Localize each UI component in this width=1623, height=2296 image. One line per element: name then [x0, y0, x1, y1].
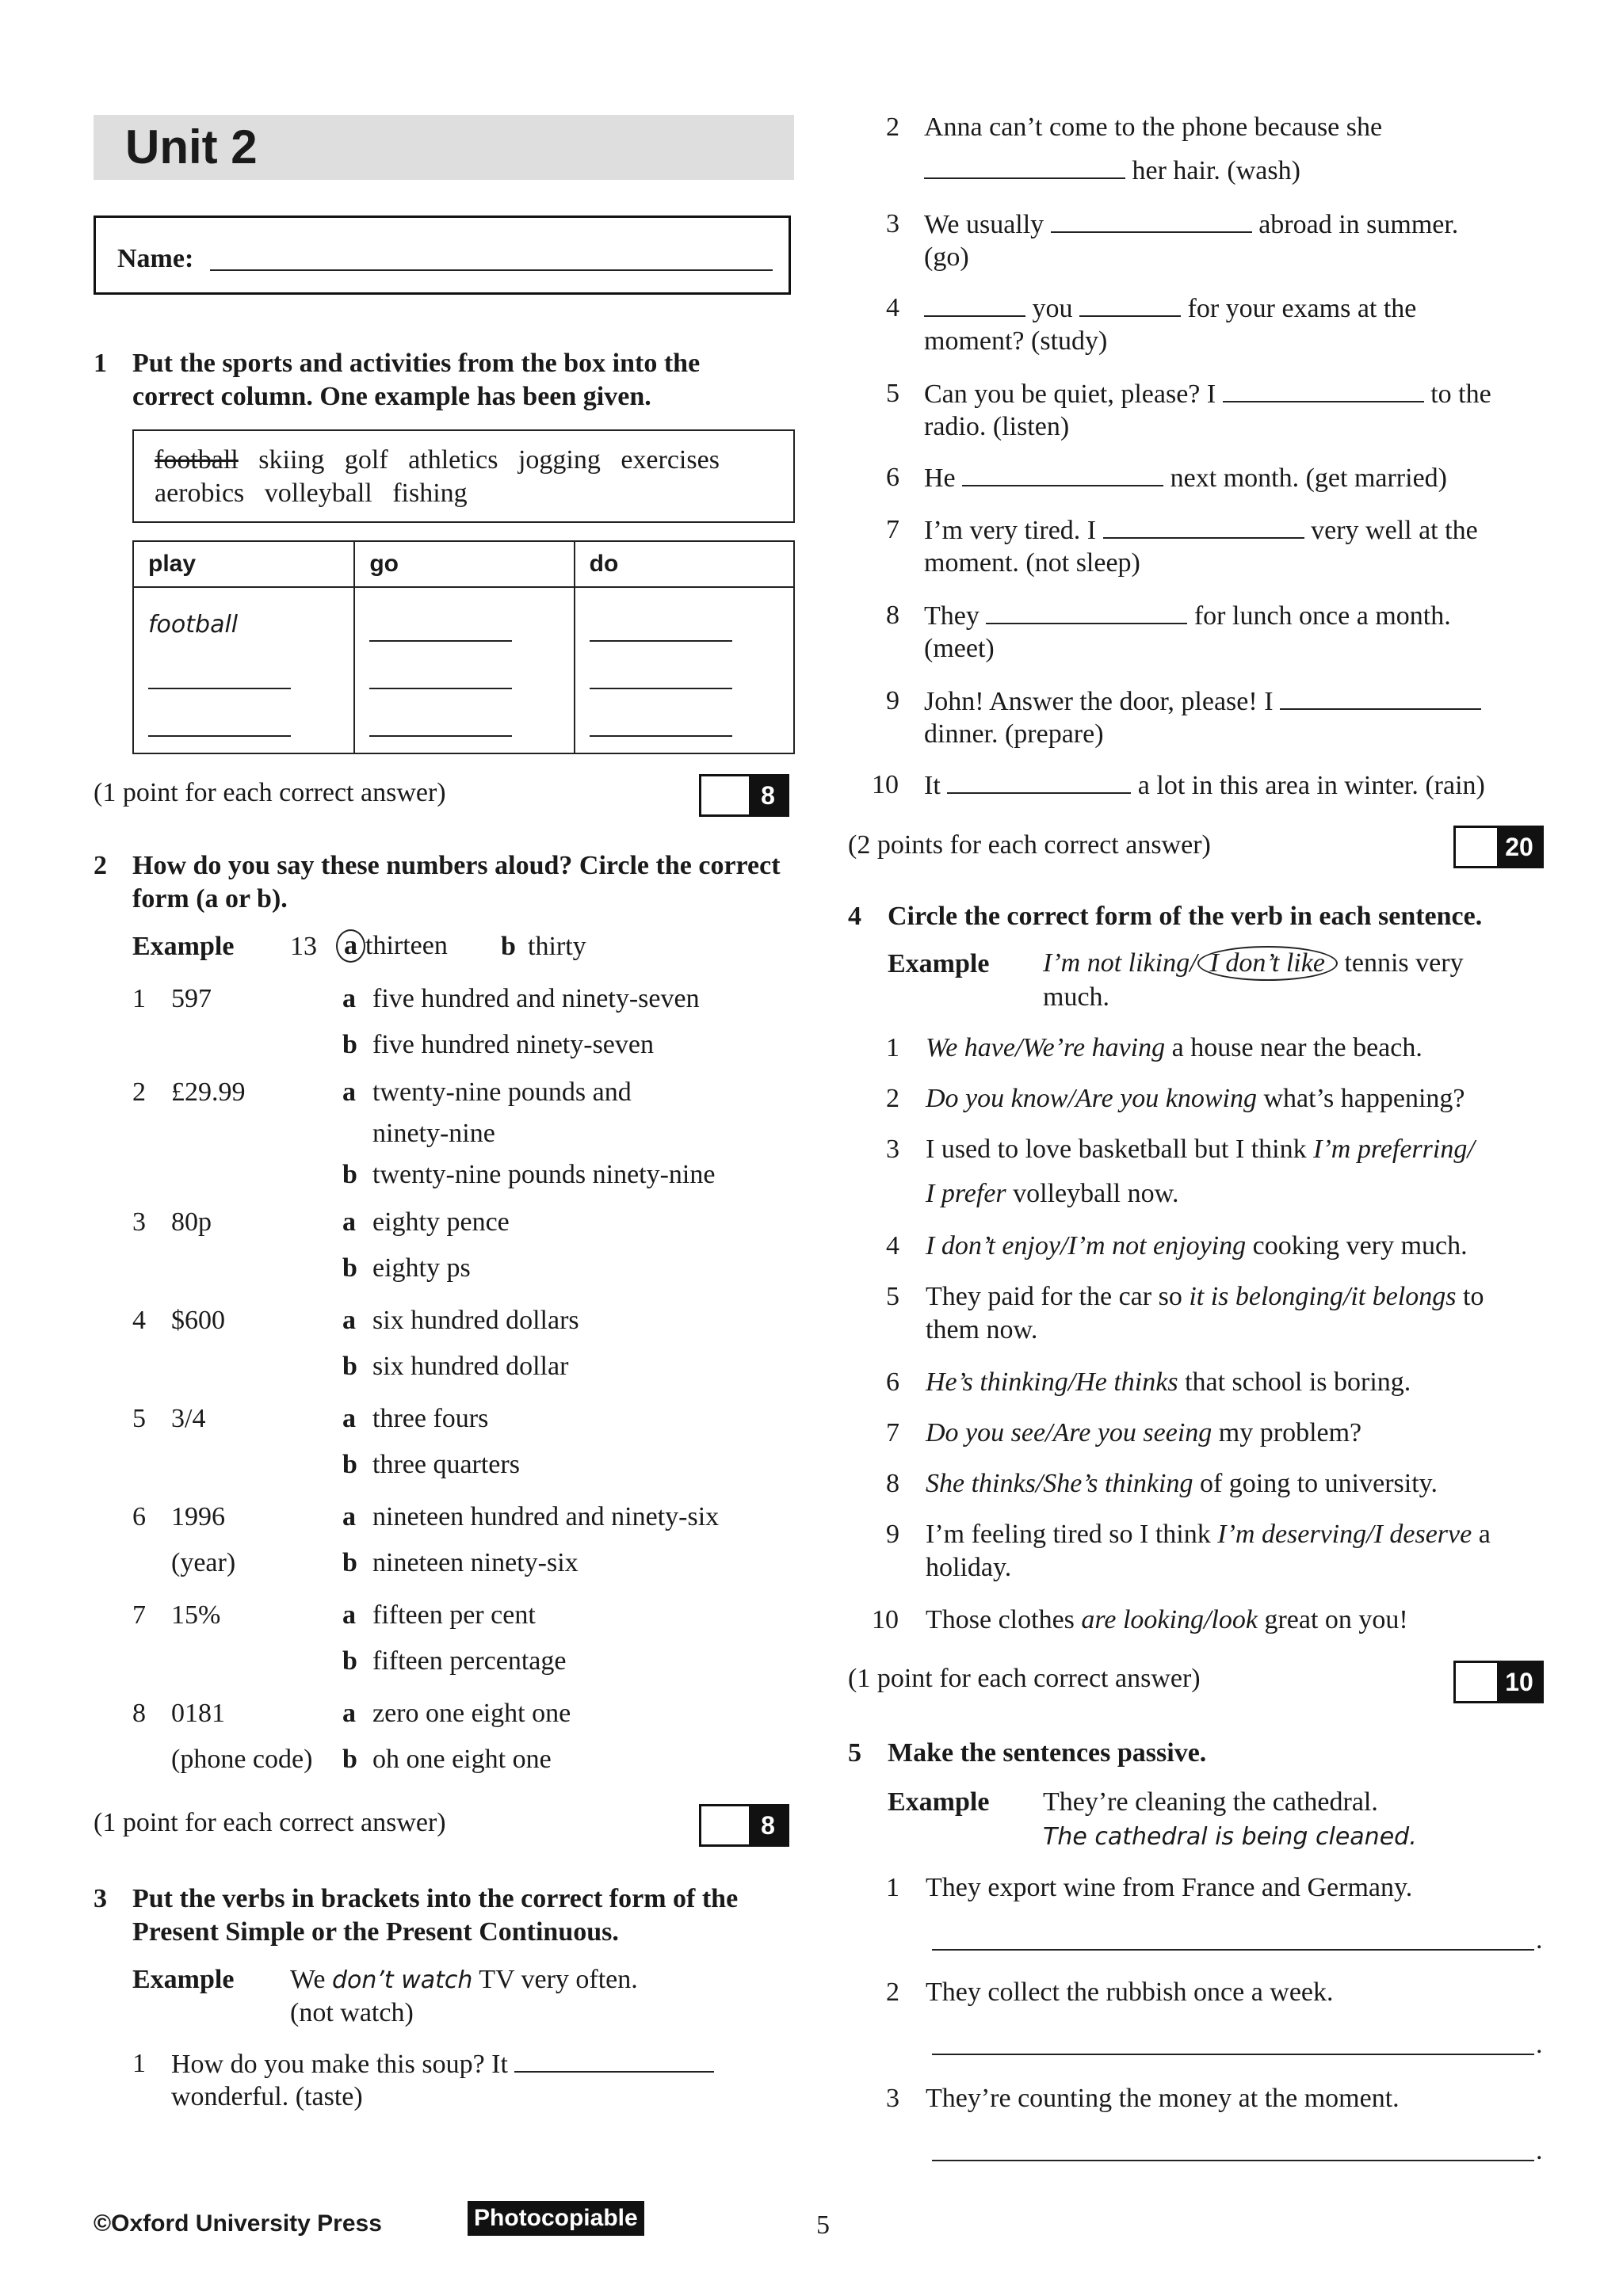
q4-item[interactable]: [926, 1032, 1423, 1065]
q3-item-text: [924, 599, 1451, 633]
example-answer: football: [148, 611, 239, 639]
option-a-letter: a: [342, 1404, 356, 1433]
option-a[interactable]: nineteen hundred and ninety-six: [372, 1502, 720, 1531]
q3-score: 20: [1497, 828, 1541, 866]
q4-points: (1 point for each correct answer): [848, 1664, 1201, 1693]
q4-item[interactable]: [926, 1133, 1475, 1166]
q4-pre: They paid for the car so: [926, 1282, 1190, 1311]
period: .: [1536, 2136, 1543, 2165]
q4-choice: She thinks/She’s thinking: [926, 1469, 1193, 1498]
q5-item-n: 2: [886, 1978, 899, 2007]
answer-line[interactable]: [932, 2054, 1534, 2055]
q4-item-n: 8: [886, 1469, 899, 1498]
option-b[interactable]: fifteen percentage: [372, 1646, 567, 1676]
q3-item-text-a: They: [924, 601, 980, 631]
q3-item-n: 6: [886, 463, 899, 492]
q2-item-n: 5: [132, 1404, 146, 1433]
q4-item-n: 4: [886, 1231, 899, 1261]
answer-blank[interactable]: [369, 735, 512, 737]
answer-blank[interactable]: [590, 640, 732, 642]
sports-table: [132, 540, 795, 754]
q3-item-text: [171, 2047, 714, 2081]
answer-blank[interactable]: [590, 688, 732, 689]
option-b[interactable]: eighty ps: [372, 1253, 471, 1283]
q3-item-text: [924, 292, 1416, 326]
q3-item-text: [924, 461, 1447, 495]
q3-item-n: 3: [886, 209, 899, 238]
col-play: play: [133, 541, 354, 587]
q4-item-line2[interactable]: [926, 1177, 1178, 1211]
answer-line[interactable]: [932, 1949, 1534, 1951]
q2-instruction-1: How do you say these numbers aloud? Circle the correct: [132, 851, 781, 880]
q1-points: (1 point for each correct answer): [94, 778, 446, 807]
option-a[interactable]: six hundred dollars: [372, 1306, 579, 1335]
q4-item[interactable]: [926, 1280, 1484, 1314]
answer-blank[interactable]: [1079, 292, 1181, 317]
q3-item-text-2: moment? (study): [924, 326, 1108, 356]
q4-choice: We have/We’re having: [926, 1033, 1166, 1062]
option-a-letter: a: [342, 984, 356, 1013]
q3-item-text-a: He: [924, 463, 956, 493]
q3-item-text-2: (meet): [924, 634, 995, 663]
q4-choice: I’m preferring/: [1313, 1135, 1475, 1164]
q3-item-text-b: her hair. (wash): [1132, 156, 1300, 185]
q4-item-n: 10: [872, 1605, 899, 1634]
q5-instruction: Make the sentences passive.: [888, 1738, 1207, 1768]
q3-item-text: [924, 377, 1491, 411]
q4-rest: great on you!: [1257, 1605, 1408, 1634]
col-go: go: [354, 541, 574, 587]
q2-instruction-2: form (a or b).: [132, 884, 288, 913]
q3-item-text-b: to the: [1430, 379, 1491, 409]
q4-choice: I’m deserving/I deserve: [1217, 1520, 1472, 1549]
q2-item-n: 7: [132, 1600, 146, 1630]
q2-score: 8: [749, 1806, 787, 1844]
q2-item-num-note: (phone code): [171, 1745, 313, 1774]
answer-blank[interactable]: [590, 735, 732, 737]
q4-item[interactable]: [926, 1082, 1465, 1116]
q3-item-text-a: John! Answer the door, please! I: [924, 687, 1274, 716]
q3-item-text-2: dinner. (prepare): [924, 719, 1104, 749]
option-b-letter: b: [342, 1646, 357, 1676]
q4-score: 10: [1497, 1663, 1541, 1701]
option-b[interactable]: oh one eight one: [372, 1745, 552, 1774]
q5-item-n: 1: [886, 1873, 899, 1902]
q4-rest: a house near the beach.: [1165, 1033, 1423, 1062]
q3-example-label: Example: [132, 1965, 235, 1994]
period: .: [1536, 2030, 1543, 2059]
col-go-cell: [354, 587, 574, 753]
option-a-cont[interactable]: ninety-nine: [372, 1119, 495, 1148]
q4-rest: that school is boring.: [1178, 1367, 1411, 1397]
option-b-letter: b: [342, 1450, 357, 1479]
page-number: 5: [816, 2210, 830, 2240]
name-label: Name:: [117, 244, 194, 273]
q3-item-text-b: very well at the: [1311, 516, 1478, 545]
q4-item-n: 1: [886, 1033, 899, 1062]
q3-points: (2 points for each correct answer): [848, 830, 1211, 860]
q2-item-n: 2: [132, 1077, 146, 1107]
answer-blank[interactable]: [1103, 513, 1304, 539]
q5-item-n: 3: [886, 2084, 899, 2113]
q3-item-text-a: I’m very tired. I: [924, 516, 1097, 545]
q3-instruction-1: Put the verbs in brackets into the correct form of the: [132, 1884, 739, 1913]
q3-item-text-b: you: [1032, 294, 1073, 323]
q3-item-text: [924, 769, 1485, 803]
answer-blank[interactable]: [1280, 685, 1481, 710]
q1-instruction-2: correct column. One example has been given.: [132, 382, 651, 411]
q3-item-text-c: for your exams at the: [1187, 294, 1417, 323]
option-b[interactable]: three quarters: [372, 1450, 520, 1479]
q3-example-sentence: [290, 1963, 638, 1997]
option-b[interactable]: six hundred dollar: [372, 1352, 569, 1381]
q4-item[interactable]: [926, 1604, 1408, 1637]
option-b-letter: b: [342, 1745, 357, 1774]
q4-item-line2: holiday.: [926, 1553, 1012, 1582]
q2-item-num: 1996: [171, 1502, 225, 1531]
name-box: [94, 215, 791, 295]
option-b-letter: b: [342, 1352, 357, 1381]
q5-item: They’re counting the money at the moment.: [926, 2084, 1400, 2113]
q2-item-num: 597: [171, 984, 212, 1013]
answer-blank[interactable]: [148, 735, 291, 737]
q4-item-n: 9: [886, 1520, 899, 1549]
q4-pre: I used to love basketball but I think: [926, 1135, 1314, 1164]
answer-blank[interactable]: [962, 461, 1163, 486]
q3-item1-text-a: How do you make this soup? It: [171, 2050, 508, 2079]
answer-blank[interactable]: [1051, 208, 1252, 233]
q4-item-n: 3: [886, 1135, 899, 1164]
q2-item-num: $600: [171, 1306, 225, 1335]
q1-score: 8: [749, 776, 787, 814]
q3-item-text-a: It: [924, 771, 941, 800]
q4-choice: Do you see/Are you seeing: [926, 1418, 1212, 1447]
q2-example-b-text: thirty: [528, 932, 586, 961]
name-field[interactable]: [210, 269, 773, 271]
answer-blank[interactable]: [924, 292, 1025, 317]
q4-rest: volleyball now.: [1006, 1179, 1179, 1208]
q3-item-text: [924, 685, 1481, 719]
q5-example-label: Example: [888, 1787, 990, 1817]
q2-points: (1 point for each correct answer): [94, 1808, 446, 1837]
q4-example-post: tennis very: [1344, 948, 1464, 978]
q3-item-n: 9: [886, 686, 899, 715]
q1-instruction-1: Put the sports and activities from the box into the: [132, 349, 701, 378]
answer-blank[interactable]: [924, 154, 1125, 179]
q4-rest: my problem?: [1212, 1418, 1362, 1447]
q2-item-num: £29.99: [171, 1077, 246, 1107]
q3-item-text: Anna can’t come to the phone because she: [924, 113, 1383, 142]
q1-number: 1: [94, 349, 107, 378]
q2-item-num: 3/4: [171, 1404, 206, 1433]
circled-answer: a: [336, 929, 365, 963]
q4-example-label: Example: [888, 949, 990, 978]
q3-item-text-b: abroad in summer.: [1258, 210, 1459, 239]
q3-item-text-2: (go): [924, 242, 969, 272]
q4-item-n: 2: [886, 1084, 899, 1113]
q4-example-line2: much.: [1043, 982, 1110, 1012]
q3-example-hint: (not watch): [290, 1998, 414, 2027]
q4-number: 4: [848, 902, 861, 931]
word-box-line-1: [155, 444, 720, 477]
q3-item-n: 2: [886, 113, 899, 142]
q2-item-num: 0181: [171, 1699, 225, 1728]
option-b-letter: b: [342, 1548, 357, 1577]
q3-item-text-b: a lot in this area in winter. (rain): [1137, 771, 1485, 800]
answer-blank[interactable]: [1223, 377, 1424, 402]
q3-item-n: 10: [872, 770, 899, 799]
q2-item-num-note: (year): [171, 1548, 236, 1577]
q4-example: [1043, 946, 1464, 981]
answer-line[interactable]: [932, 2160, 1534, 2161]
q2-item-n: 1: [132, 984, 146, 1013]
q3-item-text-2: [924, 154, 1300, 188]
q5-example-answer: The cathedral is being cleaned.: [1043, 1823, 1417, 1851]
q5-example-sentence: They’re cleaning the cathedral.: [1043, 1787, 1378, 1817]
option-a-letter: a: [342, 1502, 356, 1531]
option-a[interactable]: five hundred and ninety-seven: [372, 984, 700, 1013]
page-title: Unit 2: [125, 120, 258, 174]
q2-item-n: 6: [132, 1502, 146, 1531]
q2-example-a-text: thirteen: [365, 931, 448, 960]
option-a[interactable]: three fours: [372, 1404, 489, 1433]
option-a-letter: a: [342, 1207, 356, 1237]
q2-example-b-letter: b: [501, 932, 516, 961]
q3-number: 3: [94, 1884, 107, 1913]
q4-rest: a: [1472, 1520, 1491, 1549]
col-do: do: [575, 541, 794, 587]
option-a[interactable]: eighty pence: [372, 1207, 510, 1237]
answer-blank[interactable]: [514, 2047, 714, 2073]
q4-item-n: 6: [886, 1367, 899, 1397]
answer-blank[interactable]: [369, 640, 512, 642]
word-football-struck: football: [155, 445, 239, 475]
q4-choice: it is belonging/it belongs: [1189, 1282, 1457, 1311]
q5-number: 5: [848, 1738, 861, 1768]
period: .: [1536, 1925, 1543, 1955]
q3-item-n: 1: [132, 2049, 146, 2078]
answer-blank[interactable]: [986, 599, 1187, 624]
option-b[interactable]: twenty-nine pounds ninety-nine: [372, 1160, 716, 1189]
q3-example-post: TV very often.: [479, 1965, 638, 1994]
photocopiable-badge: Photocopiable: [468, 2201, 644, 2236]
q2-item-num: 15%: [171, 1600, 221, 1630]
q4-choice: I don’t enjoy/I’m not enjoying: [926, 1231, 1247, 1261]
word-box-line-2: aerobics volleyball fishing: [155, 479, 468, 508]
q4-rest: to: [1456, 1282, 1484, 1311]
col-do-cell: [575, 587, 794, 753]
q4-item[interactable]: [926, 1230, 1468, 1263]
q4-item-line2: them now.: [926, 1315, 1038, 1344]
q2-score-box: [699, 1804, 789, 1847]
q5-item: They export wine from France and Germany.: [926, 1873, 1413, 1902]
q4-choice: Do you know/Are you knowing: [926, 1084, 1257, 1113]
q2-example-num: 13: [290, 932, 317, 961]
option-a-letter: a: [342, 1699, 356, 1728]
q3-item-text-a: We usually: [924, 210, 1044, 239]
answer-blank[interactable]: [947, 769, 1131, 794]
q2-item-n: 4: [132, 1306, 146, 1335]
q4-pre: Those clothes: [926, 1605, 1082, 1634]
q4-rest: what’s happening?: [1257, 1084, 1465, 1113]
q3-item-text: [924, 513, 1478, 547]
circled-answer: I don’t like: [1197, 946, 1338, 981]
q4-choice: are looking/look: [1081, 1605, 1258, 1634]
answer-blank[interactable]: [148, 688, 291, 689]
q4-item[interactable]: [926, 1366, 1411, 1399]
q4-item[interactable]: [926, 1467, 1438, 1501]
q3-item-n: 7: [886, 515, 899, 544]
q4-rest: cooking very much.: [1246, 1231, 1468, 1261]
option-a[interactable]: zero one eight one: [372, 1699, 571, 1728]
q4-example-opt1: I’m not liking/: [1043, 948, 1197, 978]
answer-blank[interactable]: [369, 688, 512, 689]
option-b[interactable]: nineteen ninety-six: [372, 1548, 579, 1577]
q2-item-num: 80p: [171, 1207, 212, 1237]
q3-item-text-a: Can you be quiet, please? I: [924, 379, 1216, 409]
q4-rest: of going to university.: [1193, 1469, 1438, 1498]
q4-pre: I’m feeling tired so I think: [926, 1520, 1218, 1549]
q2-number: 2: [94, 851, 107, 880]
col-play-cell: [133, 587, 354, 753]
q4-item-n: 7: [886, 1418, 899, 1447]
option-a[interactable]: twenty-nine pounds and: [372, 1077, 632, 1107]
q3-instruction-2: Present Simple or the Present Continuous.: [132, 1917, 619, 1947]
q3-item-text-2: moment. (not sleep): [924, 548, 1140, 578]
option-a-letter: a: [342, 1600, 356, 1630]
q3-item-text: [924, 208, 1458, 242]
q3-item-n: 5: [886, 379, 899, 408]
option-a[interactable]: fifteen per cent: [372, 1600, 536, 1630]
word-list-1: skiing golf athletics jogging exercises: [258, 445, 720, 475]
q3-example-answer: don’t watch: [331, 1966, 473, 1994]
q3-item-text-b: for lunch once a month.: [1193, 601, 1451, 631]
q4-choice: He’s thinking/He thinks: [926, 1367, 1178, 1397]
option-a-letter: a: [342, 1306, 356, 1335]
q5-item: They collect the rubbish once a week.: [926, 1978, 1334, 2007]
option-b-letter: b: [342, 1160, 357, 1189]
copyright: ©Oxford University Press: [94, 2210, 382, 2237]
option-b[interactable]: five hundred ninety-seven: [372, 1030, 654, 1059]
q4-item[interactable]: [926, 1417, 1361, 1450]
option-a-letter: a: [342, 1077, 356, 1107]
option-b-letter: b: [342, 1253, 357, 1283]
q4-score-box: [1453, 1661, 1544, 1703]
q2-example-a: [336, 929, 448, 963]
q4-instruction: Circle the correct form of the verb in each sentence.: [888, 902, 1483, 931]
q3-item-text-2: wonderful. (taste): [171, 2082, 363, 2111]
q3-item-text-b: next month. (get married): [1170, 463, 1447, 493]
q4-item[interactable]: [926, 1518, 1491, 1551]
q3-item-n: 4: [886, 293, 899, 322]
q1-score-box: [699, 774, 789, 817]
q2-item-n: 3: [132, 1207, 146, 1237]
q2-example-label: Example: [132, 932, 235, 961]
q4-item-n: 5: [886, 1282, 899, 1311]
q3-item-n: 8: [886, 601, 899, 630]
q3-score-box: [1453, 826, 1544, 868]
q3-example-pre: We: [290, 1965, 326, 1994]
q2-item-n: 8: [132, 1699, 146, 1728]
option-b-letter: b: [342, 1030, 357, 1059]
q3-item-text-2: radio. (listen): [924, 412, 1070, 441]
q4-choice-2: I prefer: [926, 1179, 1006, 1208]
